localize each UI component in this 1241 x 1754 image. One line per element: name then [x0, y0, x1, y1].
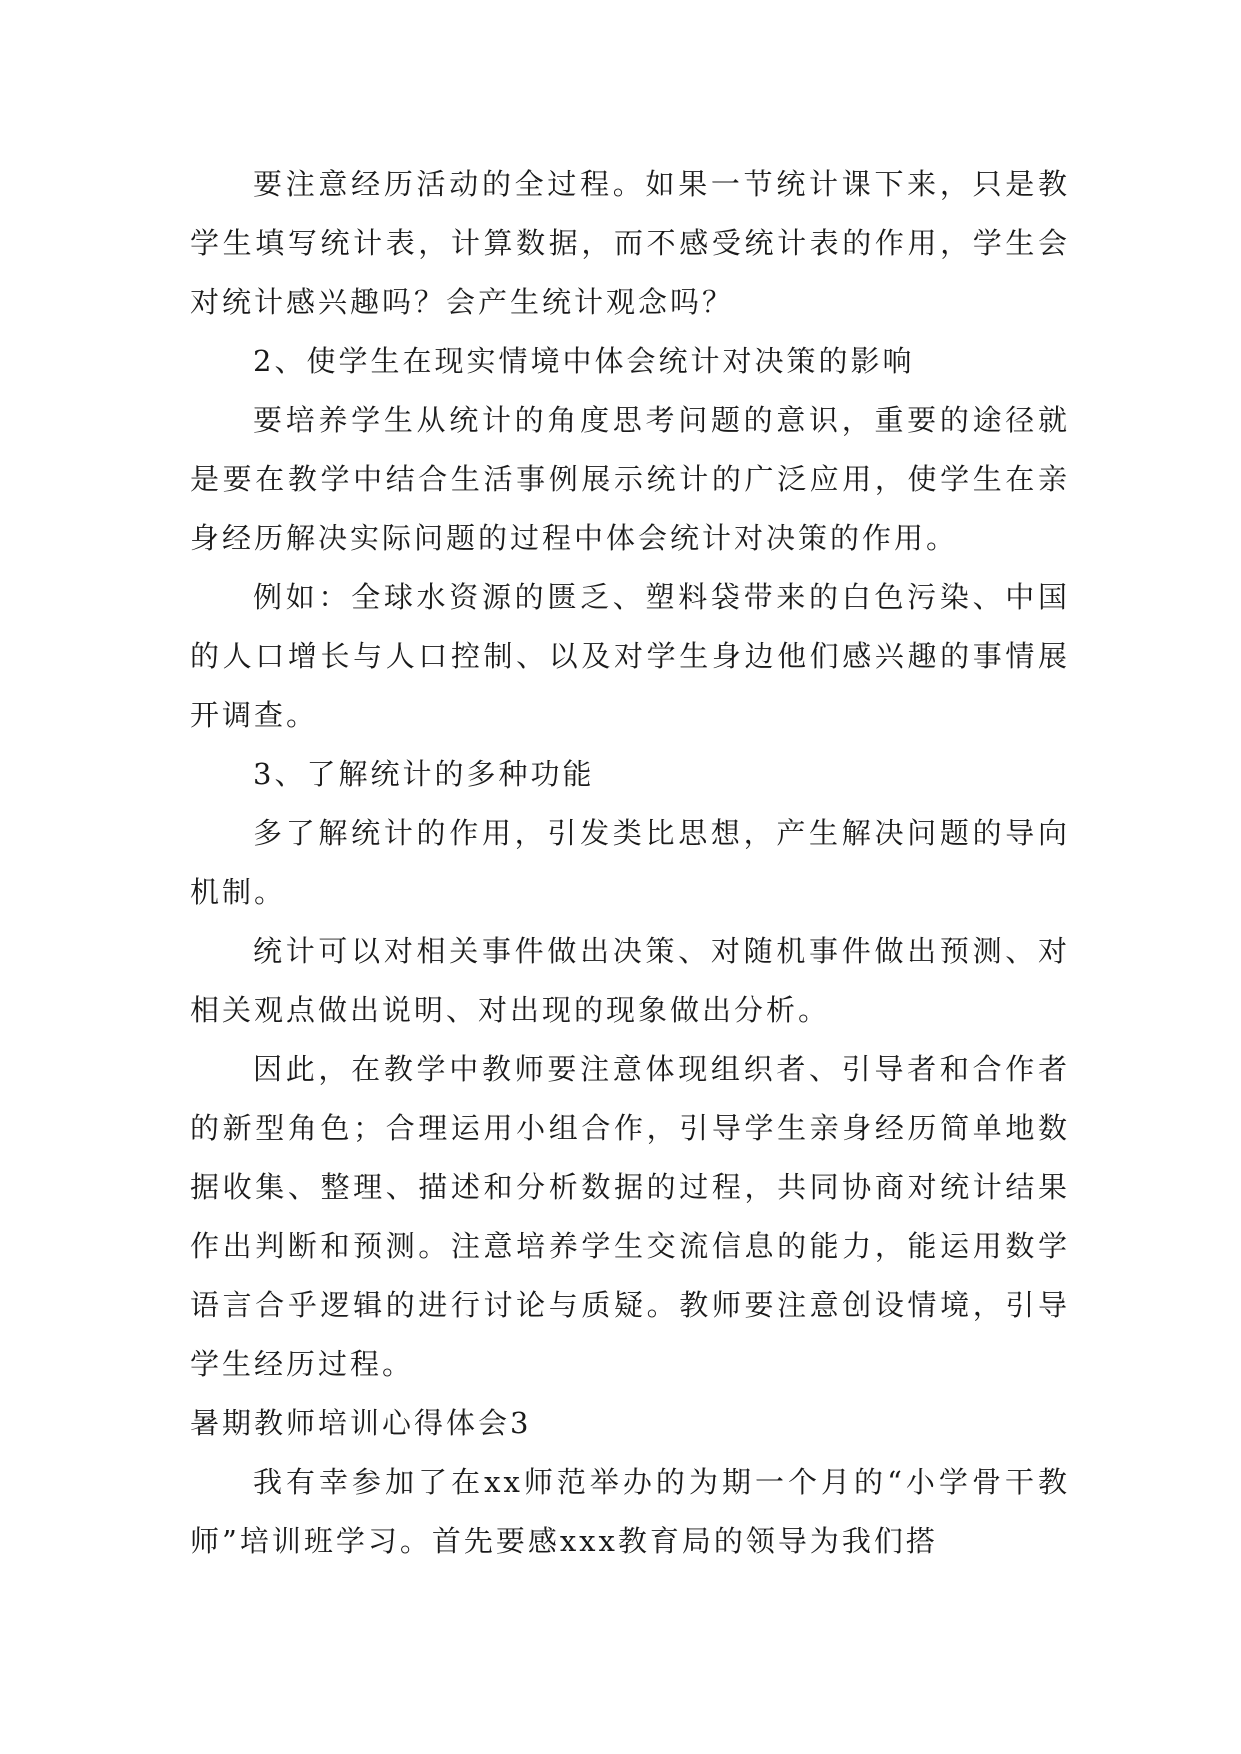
document-body: [190, 155, 1070, 1571]
section-heading-2: 2、使学生在现实情境中体会统计对决策的影响: [253, 344, 915, 378]
paragraph-4: 多了解统计的作用，引发类比思想，产生解决问题的导向机制。: [190, 816, 1070, 909]
paragraph-1: 要注意经历活动的全过程。如果一节统计课下来，只是教学生填写统计表，计算数据，而不感受统计表的作用，学生会对统计感兴趣吗？会产生统计观念吗？: [190, 167, 1070, 319]
paragraph-2: 要培养学生从统计的角度思考问题的意识，重要的途径就是要在教学中结合生活事例展示统计的广泛应用，使学生在亲身经历解决实际问题的过程中体会统计对决策的作用。: [190, 403, 1070, 555]
section-heading-3: 3、了解统计的多种功能: [253, 757, 595, 791]
paragraph-7: 我有幸参加了在xx师范举办的为期一个月的“小学骨干教师”培训班学习。首先要感xxx教育局的领导为我们搭: [190, 1465, 1070, 1558]
paragraph-3: 例如：全球水资源的匮乏、塑料袋带来的白色污染、中国的人口增长与人口控制、以及对学生身边他们感兴趣的事情展开调查。: [190, 580, 1070, 732]
paragraph-5: 统计可以对相关事件做出决策、对随机事件做出预测、对相关观点做出说明、对出现的现象做出分析。: [190, 934, 1070, 1027]
article-title: 暑期教师培训心得体会3: [190, 1406, 532, 1440]
paragraph-6: 因此，在教学中教师要注意体现组织者、引导者和合作者的新型角色；合理运用小组合作，引导学生亲身经历简单地数据收集、整理、描述和分析数据的过程，共同协商对统计结果作出判断和预测。注意培养学生交流信息的能力，能运用数学语言合乎逻辑的进行讨论与质疑。教师要注意创设情境，引导学生经历过程。: [190, 1052, 1070, 1381]
